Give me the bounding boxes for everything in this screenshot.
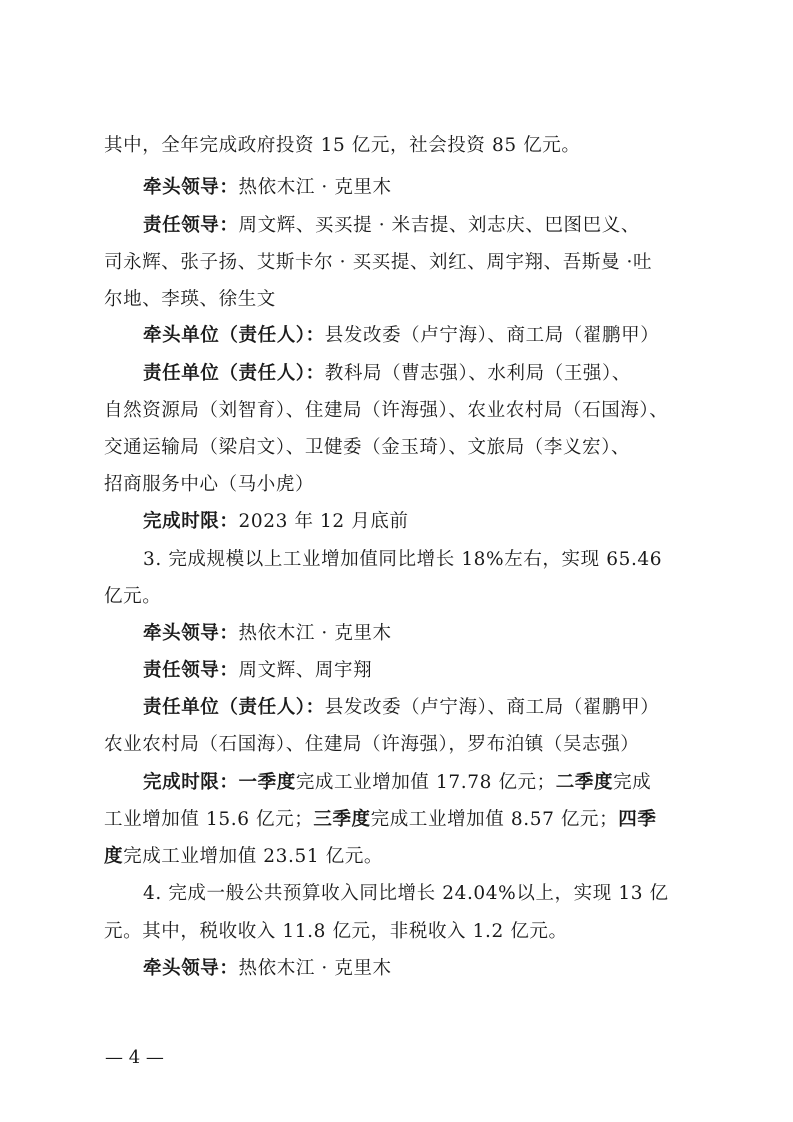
quarter-1-label: 一季度: [238, 772, 296, 793]
quarter-2-value-start: 完成: [613, 772, 652, 793]
lead-unit-value: 县发改委（卢宁海）、商工局（翟鹏甲）: [324, 325, 660, 346]
responsible-leaders-continued: 司永辉、张子扬、艾斯卡尔 · 买买提、刘红、周宇翔、吾斯曼 ·吐: [104, 252, 653, 273]
lead-unit-line: [143, 324, 704, 348]
item-3-responsible-unit-label: 责任单位（责任人）：: [143, 697, 325, 718]
responsible-unit-continued-3: 招商服务中心（马小虎）: [104, 474, 315, 495]
deadline-label: 完成时限：: [143, 511, 239, 532]
quarter-2-value-end: 工业增加值 15.6 亿元；: [104, 809, 314, 830]
item-3-deadline-line: [143, 771, 704, 795]
lead-leader-value: 热依木江 · 克里木: [238, 177, 392, 198]
item-4-lead-leader-line: [143, 957, 704, 981]
responsible-unit-value: 教科局（曹志强）、水利局（王强）、: [324, 363, 631, 384]
quarter-2-label: 二季度: [555, 772, 614, 793]
quarter-4-label-start: 四季: [618, 809, 657, 830]
item-3-responsible-leaders-value: 周文辉、周宇翔: [238, 660, 373, 681]
responsible-unit-continued-2: 交通运输局（梁启文）、卫健委（金玉琦）、文旅局（李义宏）、: [104, 437, 631, 458]
item-3-heading: 3. 完成规模以上工业增加值同比增长 18%左右，实现 65.46: [143, 549, 663, 570]
responsible-leaders-label: 责任领导：: [143, 215, 239, 236]
responsible-unit-label: 责任单位（责任人）：: [143, 363, 325, 384]
responsible-leaders-continued-2: 尔地、李瑛、徐生文: [104, 289, 276, 310]
lead-leader-line: [143, 176, 704, 200]
item-3-responsible-unit-continued: 农业农村局（石国海）、住建局（许海强），罗布泊镇（吴志强）: [104, 734, 640, 755]
responsible-unit-continued: 自然资源局（刘智育）、住建局（许海强）、农业农村局（石国海）、: [104, 400, 669, 421]
item-4-heading: 4. 完成一般公共预算收入同比增长 24.04%以上，实现 13 亿: [143, 883, 669, 904]
quarter-4-label-end: 度: [104, 846, 124, 867]
item-3-responsible-unit-line: [143, 696, 704, 720]
quarter-3-label: 三季度: [313, 809, 371, 830]
page-number: — 4 —: [105, 1047, 164, 1068]
quarter-4-value: 完成工业增加值 23.51 亿元。: [123, 846, 384, 867]
item-3-lead-leader-value: 热依木江 · 克里木: [238, 623, 392, 644]
lead-leader-label: 牵头领导：: [143, 177, 239, 198]
quarter-3-value: 完成工业增加值 8.57 亿元；: [370, 809, 619, 830]
item-3-deadline-continued: [104, 808, 704, 832]
item-3-deadline-label: 完成时限：: [143, 772, 239, 793]
responsible-leaders-value: 周文辉、买买提 · 米吉提、刘志庆、巴图巴义、: [238, 215, 640, 236]
item-4-lead-leader-value: 热依木江 · 克里木: [238, 958, 392, 979]
deadline-value: 2023 年 12 月底前: [238, 511, 409, 532]
item-3-responsible-leaders-line: [143, 659, 704, 683]
item-3-lead-leader-label: 牵头领导：: [143, 623, 239, 644]
item-3-lead-leader-line: [143, 622, 704, 646]
item-3-deadline-continued-2: [104, 845, 704, 869]
lead-unit-label: 牵头单位（责任人）：: [143, 325, 325, 346]
deadline-line: [143, 510, 704, 534]
item-3-responsible-unit-value: 县发改委（卢宁海）、商工局（翟鹏甲）: [324, 697, 660, 718]
item-4-lead-leader-label: 牵头领导：: [143, 958, 239, 979]
item-4-heading-continued: 元。其中，税收收入 11.8 亿元，非税收入 1.2 亿元。: [104, 921, 568, 942]
item-3-responsible-leaders-label: 责任领导：: [143, 660, 239, 681]
investment-summary-line: 其中，全年完成政府投资 15 亿元，社会投资 85 亿元。: [104, 135, 581, 156]
responsible-unit-line: [143, 362, 704, 386]
item-3-heading-continued: 亿元。: [104, 586, 162, 607]
quarter-1-value: 完成工业增加值 17.78 亿元；: [295, 772, 556, 793]
responsible-leaders-line: [143, 214, 704, 238]
